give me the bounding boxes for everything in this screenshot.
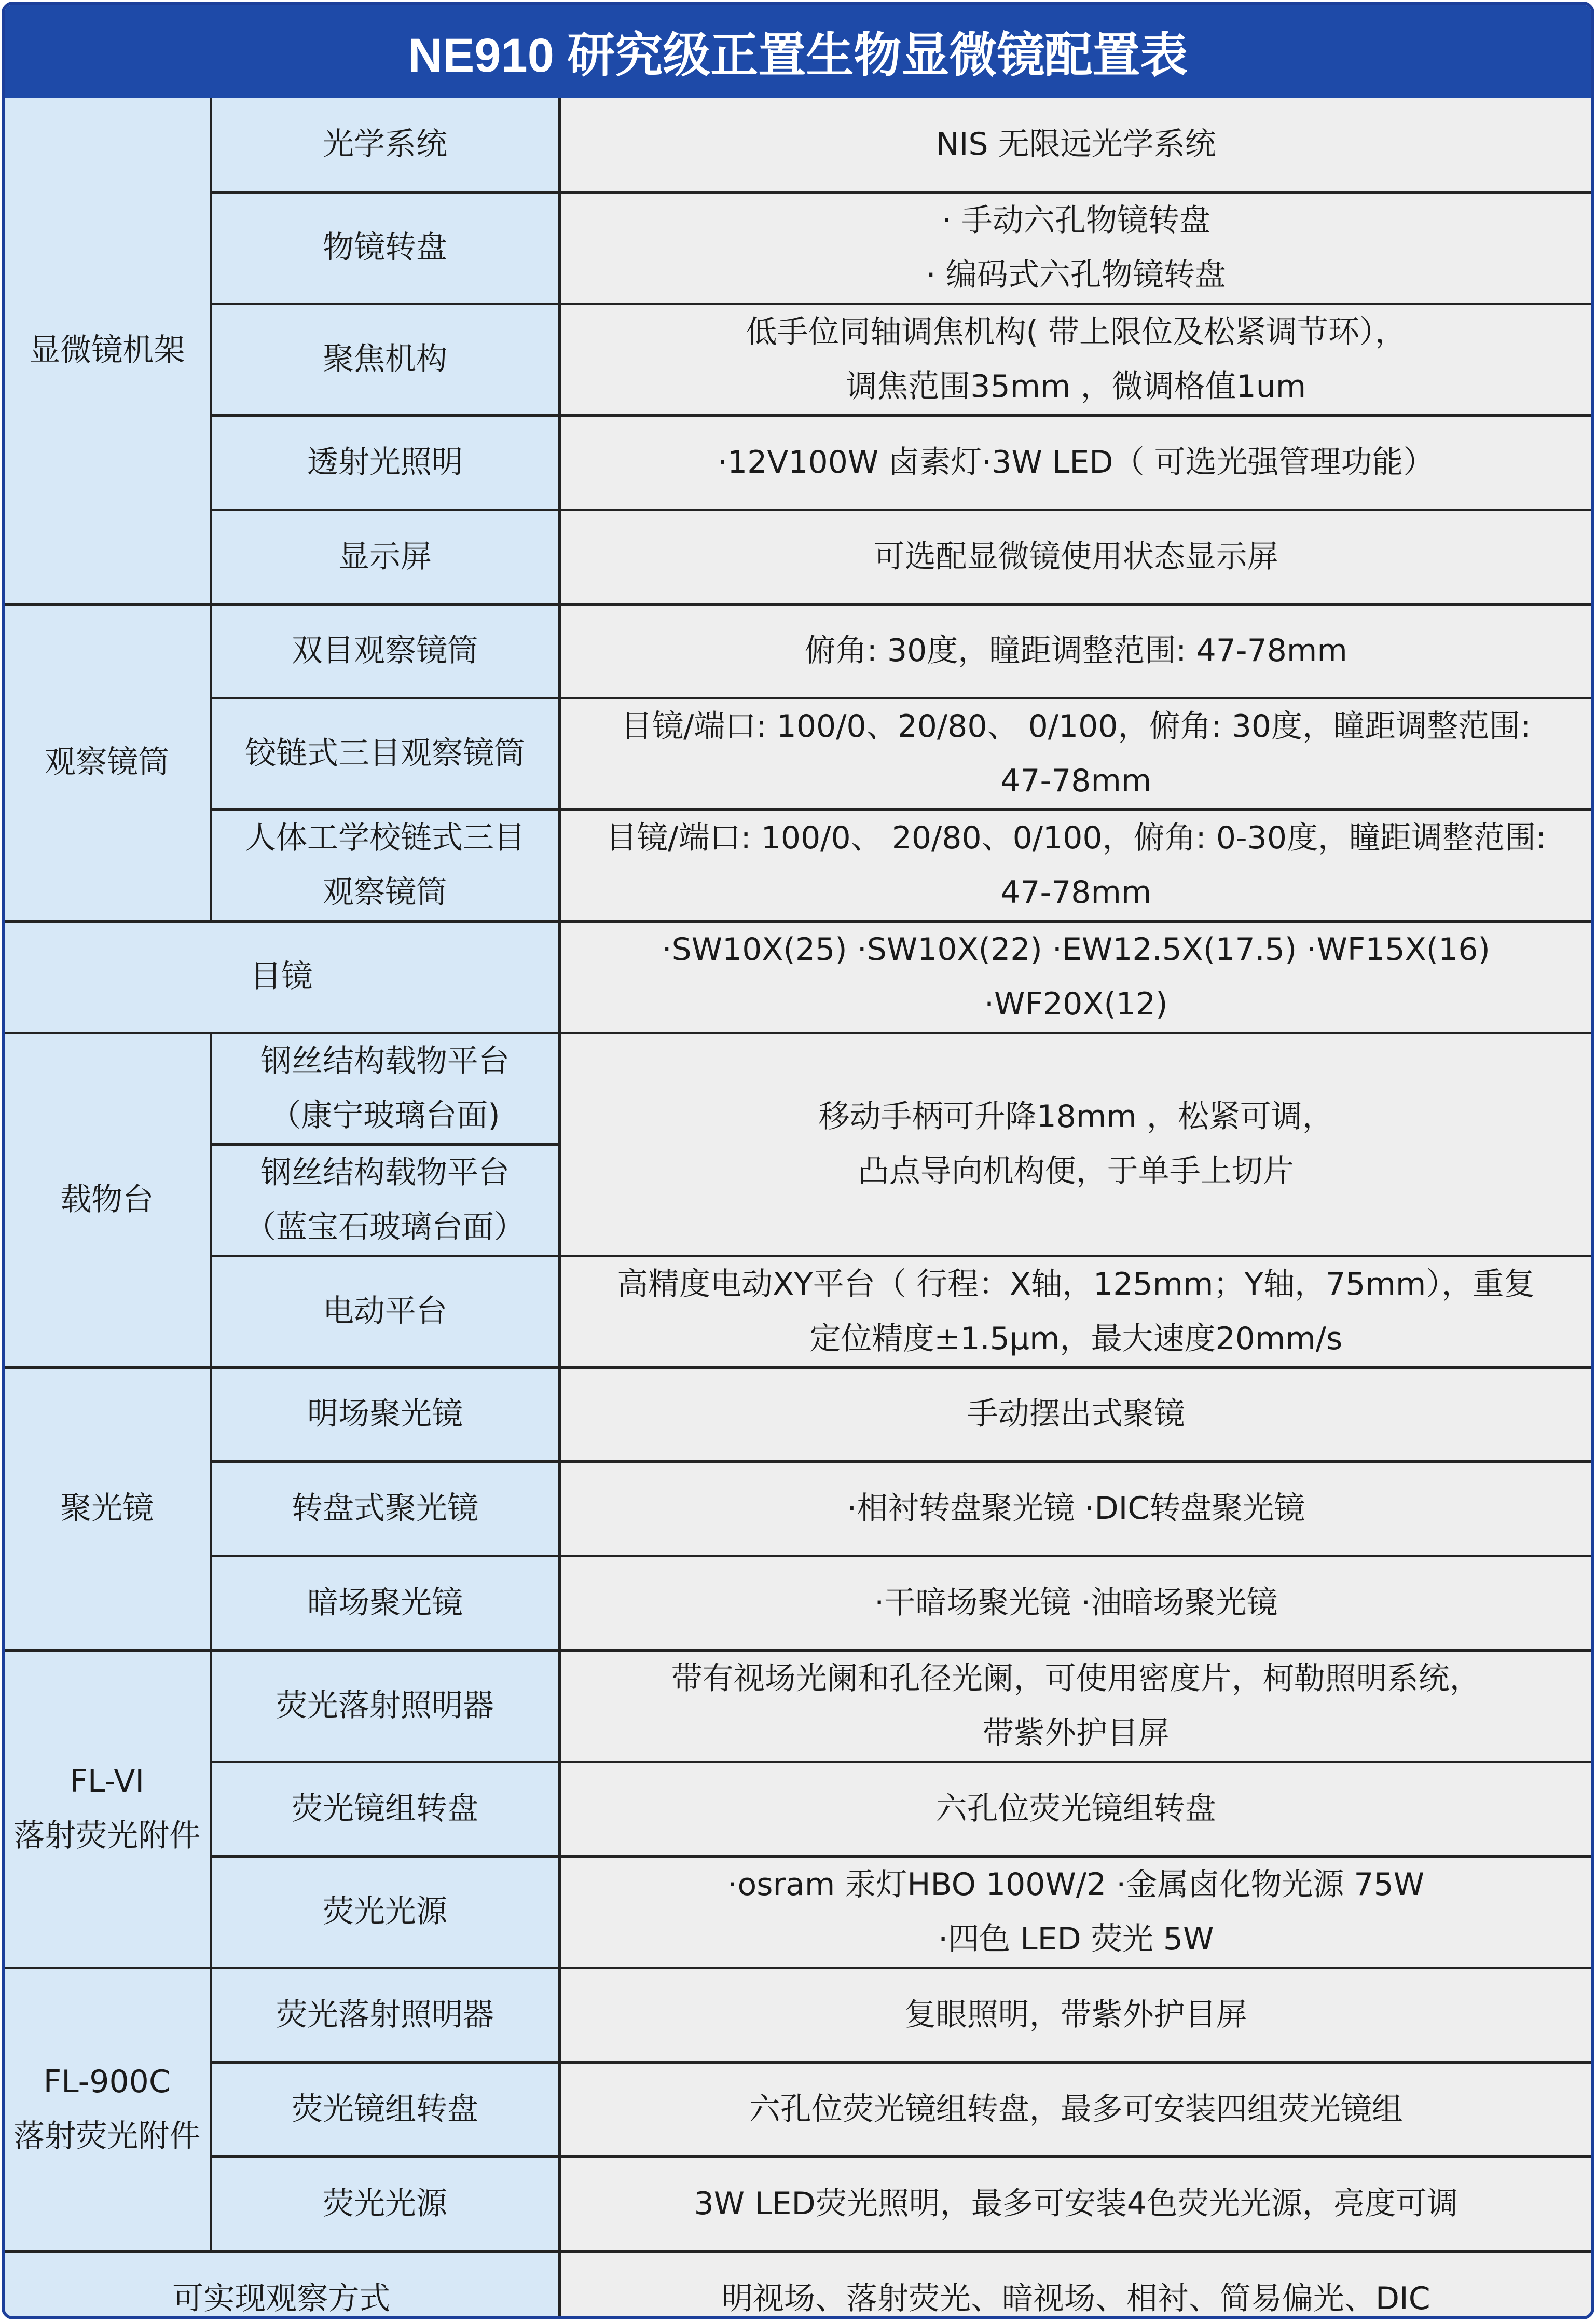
spec-cell (559, 1461, 1591, 1556)
spec-table (5, 98, 1591, 2319)
item-cell (211, 304, 559, 415)
spec-cell (559, 510, 1591, 604)
table-row (5, 510, 1591, 604)
item-cell (211, 1556, 559, 1650)
spec-cell (559, 2062, 1591, 2157)
table-row (5, 2062, 1591, 2157)
merged-category-cell (5, 2251, 559, 2319)
cell-text-line: · 手动六孔物镜转盘 (941, 202, 1210, 239)
cell-text-line: 荧光光源 (323, 1893, 447, 1930)
table-row (5, 304, 1591, 415)
category-cell (5, 1650, 211, 1968)
page-title: NE910 研究级正置生物显微镜配置表 (5, 5, 1591, 98)
spec-cell (559, 604, 1591, 698)
item-cell (211, 698, 559, 809)
spec-cell (559, 2157, 1591, 2251)
cell-text-line: ·四色 LED 荧光 5W (938, 1920, 1214, 1957)
cell-text-line: 荧光落射照明器 (276, 1996, 494, 2033)
cell-text-line: 凸点导向机构便，于单手上切片 (858, 1153, 1294, 1189)
spec-cell (559, 98, 1591, 192)
spec-cell (559, 1033, 1591, 1256)
cell-text-line: 移动手柄可升降18mm ，松紧可调， (818, 1098, 1333, 1135)
spec-cell (559, 921, 1591, 1033)
category-cell (5, 98, 211, 604)
item-cell (211, 1856, 559, 1968)
cell-text-line: 转盘式聚光镜 (292, 1490, 478, 1527)
table-row (5, 1367, 1591, 1461)
cell-text-line: 目镜/端口: 100/0、20/80、 0/100，俯角: 30度，瞳距调整范围: (621, 708, 1531, 745)
cell-text-line: 钢丝结构载物平台 (260, 1042, 510, 1079)
cell-text-line: 六孔位荧光镜组转盘，最多可安装四组荧光镜组 (749, 2091, 1403, 2127)
spec-cell (559, 1367, 1591, 1461)
table-row (5, 1856, 1591, 1968)
table-row (5, 1968, 1591, 2062)
cell-text-line: · 编码式六孔物镜转盘 (926, 256, 1226, 293)
table-row (5, 2251, 1591, 2319)
cell-text-line: FL-VI (70, 1763, 145, 1800)
cell-text-line: 物镜转盘 (323, 229, 447, 266)
item-cell (211, 1144, 559, 1256)
spec-cell (559, 1762, 1591, 1856)
cell-text-line: 47-78mm (1000, 762, 1152, 799)
item-cell (211, 1461, 559, 1556)
cell-text-line: 荧光镜组转盘 (292, 1790, 478, 1827)
table-row (5, 1033, 1591, 1144)
item-cell (211, 1762, 559, 1856)
table-row (5, 921, 1591, 1033)
item-cell (211, 98, 559, 192)
table-row (5, 1556, 1591, 1650)
category-cell (5, 1033, 211, 1367)
cell-text-line: 荧光镜组转盘 (292, 2091, 478, 2127)
cell-text-line: 可选配显微镜使用状态显示屏 (873, 538, 1278, 575)
spec-cell (559, 192, 1591, 304)
cell-text-line: 铰链式三目观察镜筒 (245, 735, 525, 772)
cell-text-line: NIS 无限远光学系统 (935, 126, 1216, 162)
cell-text-line: 复眼照明，带紫外护目屏 (904, 1996, 1247, 2033)
spec-cell (559, 698, 1591, 809)
item-cell (211, 510, 559, 604)
cell-text-line: 带有视场光阑和孔径光阑，可使用密度片，柯勒照明系统， (671, 1660, 1481, 1697)
spec-cell (559, 2251, 1591, 2319)
table-row (5, 98, 1591, 192)
cell-text-line: 六孔位荧光镜组转盘 (935, 1790, 1216, 1827)
cell-text-line: 47-78mm (1000, 874, 1152, 911)
item-cell (211, 1367, 559, 1461)
cell-text-line: 聚光镜 (60, 1490, 154, 1527)
table-row (5, 698, 1591, 809)
cell-text-line: 人体工学校链式三目 (245, 819, 525, 856)
cell-text-line: 落射荧光附件 (13, 2118, 201, 2154)
cell-text-line: ·osram 汞灯HBO 100W/2 ·金属卤化物光源 75W (727, 1866, 1425, 1903)
cell-text-line: 目镜 (250, 958, 313, 995)
category-cell (5, 1968, 211, 2251)
cell-text-line: ·12V100W 卤素灯·3W LED（ 可选光强管理功能） (717, 444, 1435, 480)
cell-text-line: 聚焦机构 (323, 341, 447, 377)
item-cell (211, 192, 559, 304)
cell-text-line: 钢丝结构载物平台 (260, 1154, 510, 1191)
cell-text-line: 透射光照明 (307, 444, 463, 480)
cell-text-line: ·WF20X(12) (984, 985, 1168, 1022)
cell-text-line: 观察镜筒 (323, 874, 447, 911)
spec-cell (559, 1256, 1591, 1367)
table-row (5, 1461, 1591, 1556)
cell-text-line: 明场聚光镜 (307, 1396, 463, 1432)
cell-text-line: 高精度电动XY平台（ 行程：X轴，125mm；Y轴，75mm），重复 (617, 1266, 1535, 1302)
cell-text-line: ·干暗场聚光镜 ·油暗场聚光镜 (874, 1584, 1278, 1621)
cell-text-line: 可实现观察方式 (172, 2280, 391, 2317)
cell-text-line: ·相衬转盘聚光镜 ·DIC转盘聚光镜 (847, 1490, 1305, 1527)
item-cell (211, 604, 559, 698)
item-cell (211, 809, 559, 921)
spec-sheet (2, 2, 1594, 2319)
merged-category-cell (5, 921, 559, 1033)
cell-text-line: （康宁玻璃台面) (270, 1097, 500, 1134)
cell-text-line: 观察镜筒 (45, 744, 170, 780)
cell-text-line: 显示屏 (338, 538, 432, 575)
cell-text-line: 明视场、落射荧光、暗视场、相衬、简易偏光、DIC (721, 2280, 1430, 2317)
cell-text-line: 目镜/端口: 100/0、 20/80、0/100，俯角: 0-30度，瞳距调整范围: (606, 819, 1547, 856)
table-row (5, 1762, 1591, 1856)
cell-text-line: 光学系统 (323, 126, 447, 162)
cell-text-line: 定位精度±1.5μm，最大速度20mm/s (809, 1320, 1343, 1357)
cell-text-line: 3W LED荧光照明，最多可安装4色荧光光源，亮度可调 (694, 2185, 1458, 2222)
item-cell (211, 1033, 559, 1144)
cell-text-line: 暗场聚光镜 (307, 1584, 463, 1621)
spec-cell (559, 304, 1591, 415)
table-row (5, 192, 1591, 304)
table-row (5, 2157, 1591, 2251)
cell-text-line: 带紫外护目屏 (982, 1714, 1170, 1751)
cell-text-line: 载物台 (60, 1182, 154, 1218)
spec-cell (559, 415, 1591, 510)
item-cell (211, 1968, 559, 2062)
item-cell (211, 1256, 559, 1367)
cell-text-line: 荧光光源 (323, 2185, 447, 2222)
table-row (5, 604, 1591, 698)
cell-text-line: （蓝宝石玻璃台面） (245, 1208, 525, 1245)
spec-table-body (5, 98, 1591, 2319)
spec-cell (559, 809, 1591, 921)
cell-text-line: 调焦范围35mm ，微调格值1um (846, 368, 1306, 405)
category-cell (5, 1367, 211, 1650)
table-row (5, 415, 1591, 510)
table-row (5, 1256, 1591, 1367)
table-row (5, 1650, 1591, 1762)
cell-text-line: 俯角: 30度，瞳距调整范围: 47-78mm (804, 633, 1347, 669)
cell-text-line: 荧光落射照明器 (276, 1687, 494, 1724)
table-row (5, 809, 1591, 921)
item-cell (211, 1650, 559, 1762)
cell-text-line: 双目观察镜筒 (292, 633, 478, 669)
cell-text-line: 落射荧光附件 (13, 1818, 201, 1854)
spec-cell (559, 1968, 1591, 2062)
spec-cell (559, 1856, 1591, 1968)
cell-text-line: ·SW10X(25) ·SW10X(22) ·EW12.5X(17.5) ·WF15X(16) (662, 931, 1490, 968)
cell-text-line: 低手位同轴调焦机构( 带上限位及松紧调节环）， (746, 313, 1406, 350)
spec-cell (559, 1650, 1591, 1762)
cell-text-line: FL-900C (43, 2064, 171, 2100)
spec-cell (559, 1556, 1591, 1650)
item-cell (211, 2157, 559, 2251)
item-cell (211, 2062, 559, 2157)
cell-text-line: 电动平台 (323, 1293, 447, 1329)
cell-text-line: 显微镜机架 (29, 332, 185, 368)
category-cell (5, 604, 211, 921)
item-cell (211, 415, 559, 510)
cell-text-line: 手动摆出式聚镜 (967, 1396, 1185, 1432)
